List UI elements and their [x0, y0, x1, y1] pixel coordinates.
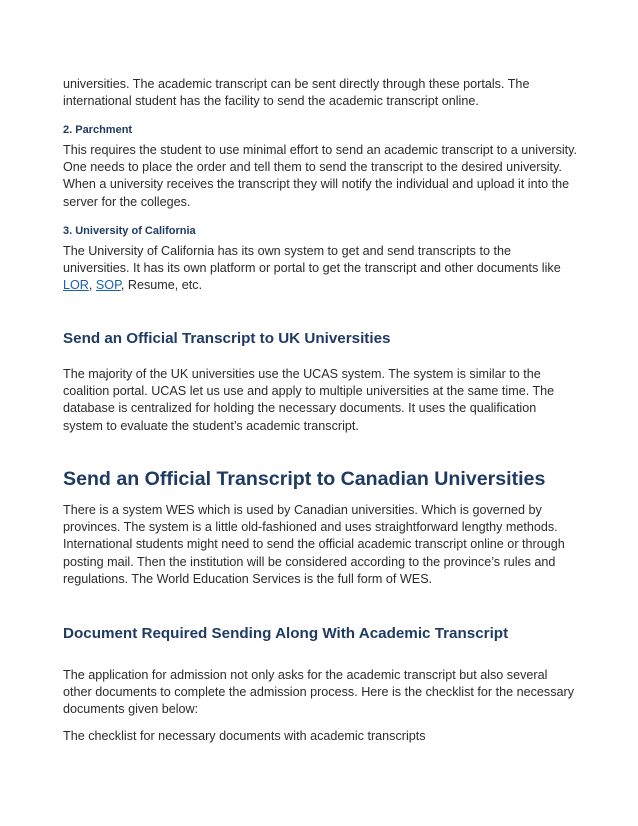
uc-link-separator: , — [88, 278, 96, 293]
parchment-paragraph: This requires the student to use minimal effort to send an academic transcript to a university. One needs to place the order and tell them to send the transcript to the desired university. When a university receives the transcript they will notify the individual and upload it into the server for the colleges. — [63, 143, 578, 209]
uk-heading: Send an Official Transcript to UK Universities — [63, 330, 391, 347]
canada-paragraph: There is a system WES which is used by Canadian universities. Which is governed by provinces. The system is a little old-fashioned and uses straightforward lengthy methods. International students might need to send the official academic transcript online or through posting mail. Then the institution will be considered according to the province’s rules and regulations. The World Education Services is the full form of WES. — [63, 503, 565, 586]
documents-paragraph: The application for admission not only asks for the academic transcript but also several other documents to complete the admission process. Here is the checklist for the necessary documents given below: — [63, 668, 574, 717]
lor-link[interactable]: LOR — [63, 278, 89, 293]
uc-text-after: , Resume, etc. — [120, 278, 203, 293]
uc-heading: 3. University of California — [63, 225, 196, 237]
intro-paragraph: universities. The academic transcript can be sent directly through these portals. The international student has the facility to send the academic transcript online. — [63, 77, 530, 109]
checklist-intro: The checklist for necessary documents with academic transcripts — [63, 729, 426, 743]
uc-text-before: The University of California has its own system to get and send transcripts to the universities. It has its own platform or portal to get the transcript and other documents like — [63, 244, 561, 276]
parchment-heading: 2. Parchment — [63, 124, 133, 136]
canada-heading: Send an Official Transcript to Canadian Universities — [63, 468, 546, 490]
documents-heading: Document Required Sending Along With Academic Transcript — [63, 625, 509, 642]
sop-link[interactable]: SOP — [95, 278, 121, 293]
uk-paragraph: The majority of the UK universities use the UCAS system. The system is similar to the coalition portal. UCAS let us use and apply to multiple universities at the same time. The database is centralized for holding the necessary documents. It uses the qualification system to evaluate the student’s academic transcript. — [63, 367, 555, 433]
uc-paragraph — [63, 243, 578, 295]
